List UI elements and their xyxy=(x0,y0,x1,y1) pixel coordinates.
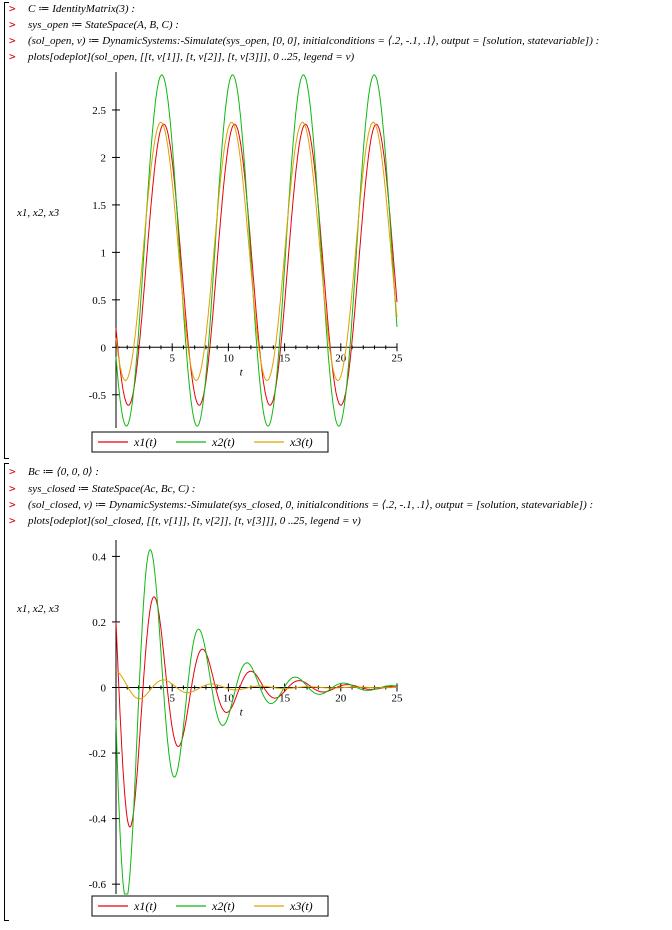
command-text[interactable]: sys_closed ≔ StateSpace(Ac, Bc, C) : xyxy=(28,483,196,495)
y-tick-label: 0.5 xyxy=(92,294,106,307)
legend-label: x3(t) xyxy=(290,899,313,913)
y-tick-label: -0.5 xyxy=(88,389,106,402)
y-tick-label: -0.4 xyxy=(88,813,106,826)
plot-open-loop[interactable] xyxy=(0,64,672,456)
legend-label: x2(t) xyxy=(212,435,235,449)
x-tick-label: 10 xyxy=(222,352,234,365)
command-text[interactable]: plots[odeplot](sol_closed, [[t, v[1]], [t, v[2]], [t, v[3]]], 0 ..25, legend = v) xyxy=(28,515,361,527)
command-text[interactable]: plots[odeplot](sol_open, [[t, v[1]], [t, v[2]], [t, v[3]]], 0 ..25, legend = v) xyxy=(28,51,355,63)
command-text[interactable]: sys_open ≔ StateSpace(A, B, C) : xyxy=(28,19,179,31)
y-tick-label: 0.2 xyxy=(92,616,106,629)
x-tick-label: 25 xyxy=(391,692,403,705)
x-tick-label: 5 xyxy=(169,692,175,705)
y-tick-label: 0 xyxy=(100,342,106,355)
y-tick-label: 2.5 xyxy=(92,104,106,117)
prompt-symbol: > xyxy=(9,2,16,15)
series-line-2 xyxy=(116,550,397,894)
series-line-1 xyxy=(116,597,397,827)
x-tick-label: 15 xyxy=(279,692,291,705)
legend-label: x2(t) xyxy=(212,899,235,913)
prompt-symbol: > xyxy=(9,18,16,31)
x-tick-label: 25 xyxy=(391,352,403,365)
x-tick-label: 10 xyxy=(222,692,234,705)
command-text[interactable]: C ≔ IdentityMatrix(3) : xyxy=(28,3,135,15)
y-tick-label: -0.2 xyxy=(88,748,106,761)
y-tick-label: 0 xyxy=(100,682,106,695)
prompt-symbol: > xyxy=(9,465,16,478)
command-text[interactable]: (sol_closed, v) ≔ DynamicSystems:-Simulate(sys_closed, 0, initialconditions = ⟨.2, -.1, .1⟩, output = [solution, statevariable]) : xyxy=(28,499,594,511)
x-axis-label: t xyxy=(239,706,243,719)
x-tick-label: 20 xyxy=(335,352,347,365)
prompt-symbol: > xyxy=(9,482,16,495)
y-tick-label: 0.4 xyxy=(92,551,106,564)
y-axis-label: x1, x2, x3 xyxy=(17,207,60,219)
y-tick-label: 1.5 xyxy=(92,199,106,212)
x-axis-label: t xyxy=(239,366,243,379)
x-tick-label: 15 xyxy=(279,352,291,365)
prompt-symbol: > xyxy=(9,34,16,47)
y-tick-label: 2 xyxy=(100,152,106,165)
y-tick-label: -0.6 xyxy=(88,879,106,892)
y-tick-label: 1 xyxy=(100,247,106,260)
x-tick-label: 20 xyxy=(335,692,347,705)
prompt-symbol: > xyxy=(9,514,16,527)
legend-label: x3(t) xyxy=(290,435,313,449)
command-text[interactable]: (sol_open, v) ≔ DynamicSystems:-Simulate(sys_open, [0, 0], initialconditions = ⟨.2, -.1, .1⟩, output = [solution, statevariable]) : xyxy=(28,35,600,47)
legend-label: x1(t) xyxy=(134,899,157,913)
legend-label: x1(t) xyxy=(134,435,157,449)
x-tick-label: 5 xyxy=(169,352,175,365)
prompt-symbol: > xyxy=(9,498,16,511)
plot-closed-loop[interactable] xyxy=(0,532,672,920)
prompt-symbol: > xyxy=(9,50,16,63)
y-axis-label: x1, x2, x3 xyxy=(17,603,60,615)
command-text[interactable]: Bc ≔ ⟨0, 0, 0⟩ : xyxy=(28,466,99,478)
